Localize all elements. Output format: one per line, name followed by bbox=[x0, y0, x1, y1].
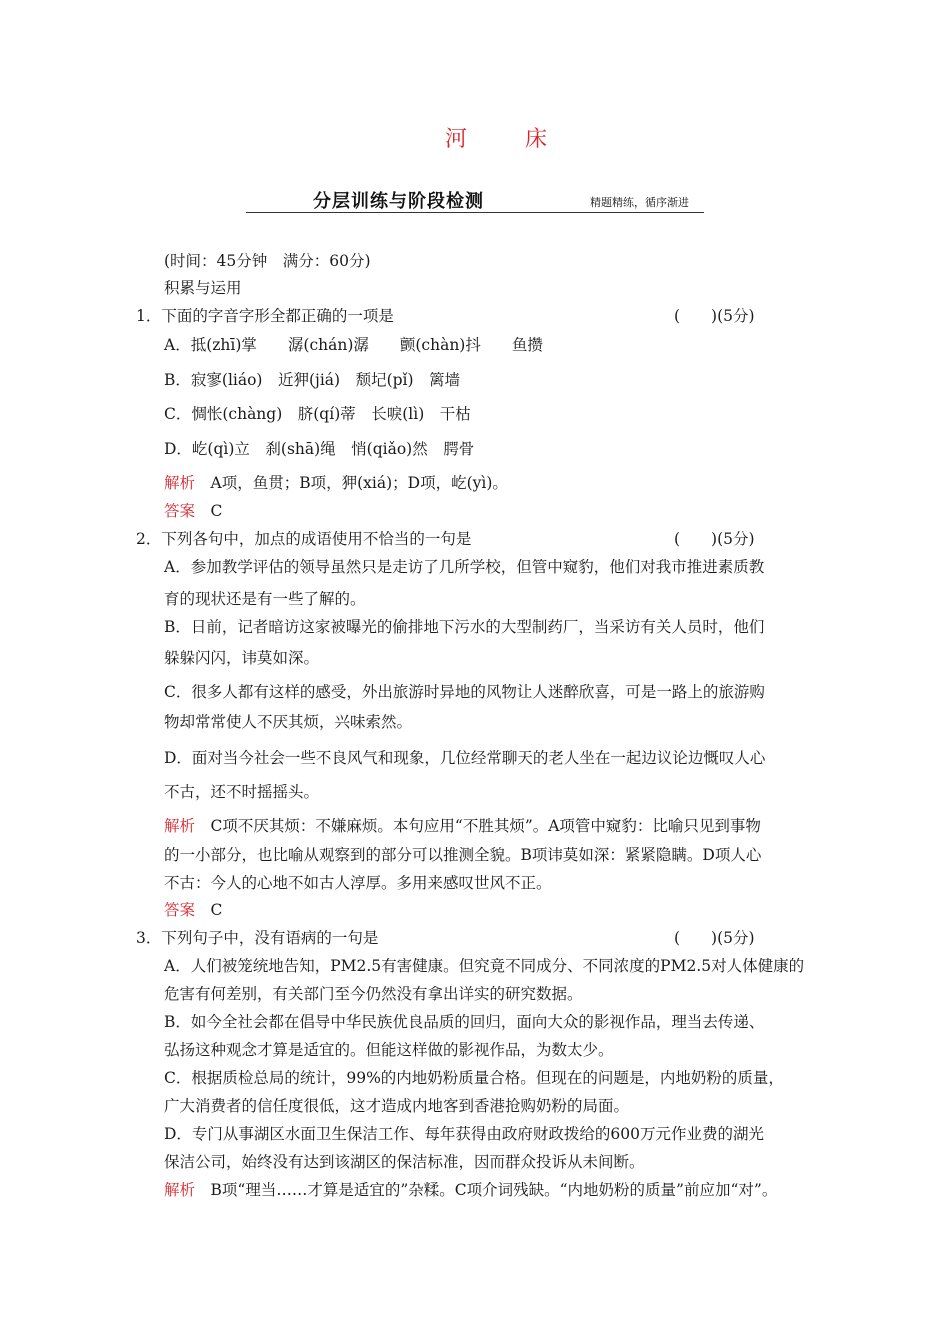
question-2-option-a-line-2: 育的现状还是有一些了解的。 bbox=[164, 590, 366, 608]
question-1-option-d: D．屹(qì)立 刹(shā)绳 悄(qiǎo)然 腭骨 bbox=[164, 440, 475, 458]
analysis-text: B项“理当……才算是适宜的”杂糅。C项介词残缺。“内地奶粉的质量”前应加“对”。 bbox=[210, 1181, 778, 1199]
question-1-score: ( )(5分) bbox=[674, 307, 755, 325]
question-1-answer bbox=[164, 499, 222, 521]
question-2-analysis-line-2: 的一小部分，也比喻从观察到的部分可以推测全貌。B项讳莫如深：紧紧隐瞒。D项人心 bbox=[164, 846, 762, 864]
analysis-text: A项，鱼贯；B项，狎(xiá)；D项，屹(yì)。 bbox=[210, 474, 508, 492]
question-1-option-b: B．寂寥(liáo) 近狎(jiá) 颓圮(pǐ) 篱墙 bbox=[164, 371, 461, 389]
question-3-option-d-line-1: D．专门从事湖区水面卫生保洁工作、每年获得由政府财政拨给的600万元作业费的湖光 bbox=[164, 1125, 765, 1143]
question-3-stem: 3．下列句子中，没有语病的一句是 bbox=[136, 929, 379, 947]
question-2-option-b-line-1: B．日前，记者暗访这家被曝光的偷排地下污水的大型制药厂，当采访有关人员时，他们 bbox=[164, 618, 765, 636]
question-1-option-c: C．惆怅(chàng) 脐(qí)蒂 长唳(lì) 干枯 bbox=[164, 405, 471, 423]
answer-label: 答案 bbox=[164, 901, 196, 919]
question-2-option-d-line-1: D．面对当今社会一些不良风气和现象，几位经常聊天的老人坐在一起边议论边慨叹人心 bbox=[164, 749, 766, 767]
time-score-info: (时间：45分钟 满分：60分) bbox=[164, 252, 371, 270]
section-heading: 积累与运用 bbox=[164, 279, 242, 297]
question-2-option-c-line-1: C．很多人都有这样的感受，外出旅游时异地的风物让人迷醉欣喜，可是一路上的旅游购 bbox=[164, 683, 765, 701]
question-3-option-c-line-2: 广大消费者的信任度很低，这才造成内地客到香港抢购奶粉的局面。 bbox=[164, 1097, 630, 1115]
banner-divider bbox=[246, 212, 704, 213]
page-title: 河 床 bbox=[444, 127, 565, 152]
question-3-option-b-line-2: 弘扬这种观念才算是适宜的。但能这样做的影视作品，为数太少。 bbox=[164, 1041, 614, 1059]
analysis-text: C项不厌其烦：不嫌麻烦。本句应用“不胜其烦”。A项管中窥豹：比喻只见到事物 bbox=[210, 817, 761, 835]
question-3-score: ( )(5分) bbox=[674, 929, 755, 947]
question-3-option-a-line-1: A．人们被笼统地告知，PM2.5有害健康。但究竟不同成分、不同浓度的PM2.5对人体健康的 bbox=[164, 957, 805, 975]
question-2-option-a-line-1: A．参加教学评估的领导虽然只是走访了几所学校，但管中窥豹，他们对我市推进素质教 bbox=[164, 558, 765, 576]
answer-text: C bbox=[210, 901, 223, 919]
analysis-label: 解析 bbox=[164, 474, 196, 492]
question-1-stem: 1．下面的字音字形全都正确的一项是 bbox=[136, 307, 394, 325]
question-2-score: ( )(5分) bbox=[674, 530, 755, 548]
question-3-analysis-line-1 bbox=[164, 1178, 777, 1200]
answer-label: 答案 bbox=[164, 502, 196, 520]
question-3-option-a-line-2: 危害有何差别，有关部门至今仍然没有拿出详实的研究数据。 bbox=[164, 985, 583, 1003]
question-2-answer bbox=[164, 898, 222, 920]
question-1-analysis bbox=[164, 471, 508, 493]
question-3-option-b-line-1: B．如今全社会都在倡导中华民族优良品质的回归，面向大众的影视作品，理当去传递、 bbox=[164, 1013, 765, 1031]
question-2-analysis-line-1 bbox=[164, 814, 761, 836]
section-banner-title: 分层训练与阶段检测 bbox=[313, 191, 484, 212]
section-banner-subtitle: 精题精练，循序渐进 bbox=[590, 196, 689, 209]
question-3-option-c-line-1: C．根据质检总局的统计，99%的内地奶粉质量合格。但现在的问题是，内地奶粉的质量， bbox=[164, 1069, 784, 1087]
question-3-option-d-line-2: 保洁公司，始终没有达到该湖区的保洁标准，因而群众投诉从未间断。 bbox=[164, 1153, 645, 1171]
question-1-option-a: A．抵(zhī)掌 潺(chán)潺 颤(chàn)抖 鱼攒 bbox=[164, 336, 543, 354]
question-2-option-c-line-2: 物却常常使人不厌其烦，兴味索然。 bbox=[164, 713, 413, 731]
analysis-label: 解析 bbox=[164, 817, 196, 835]
question-2-option-b-line-2: 躲躲闪闪，讳莫如深。 bbox=[164, 649, 320, 667]
analysis-label: 解析 bbox=[164, 1181, 196, 1199]
question-2-option-d-line-2: 不古，还不时摇摇头。 bbox=[164, 783, 320, 801]
question-2-stem: 2．下列各句中，加点的成语使用不恰当的一句是 bbox=[136, 530, 472, 548]
answer-text: C bbox=[210, 502, 223, 520]
question-2-analysis-line-3: 不古：今人的心地不如古人淳厚。多用来感叹世风不正。 bbox=[164, 874, 552, 892]
